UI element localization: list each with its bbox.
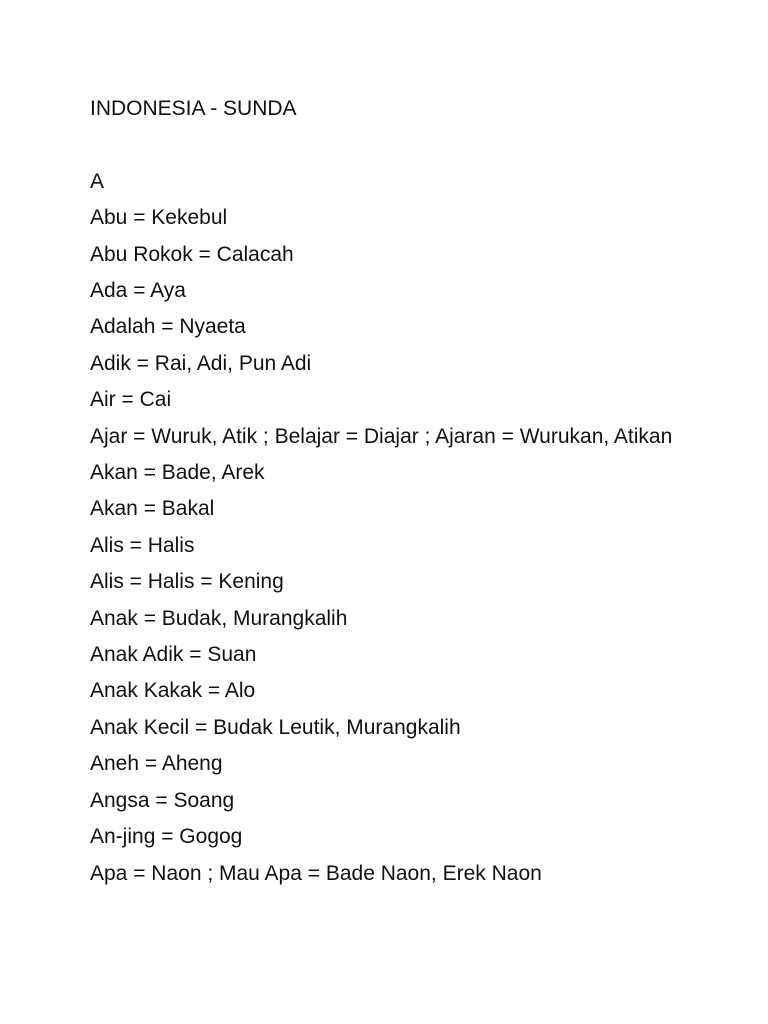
entry-anak-kakak: Anak Kakak = Alo: [90, 679, 256, 703]
entry-aneh: Aneh = Aheng: [90, 752, 223, 776]
blank-line: [90, 127, 730, 163]
entry-anjing: An-jing = Gogog: [90, 825, 243, 849]
entry-anak-kecil: Anak Kecil = Budak Leutik, Murangkalih: [90, 715, 461, 739]
entry-apa: Apa = Naon ; Mau Apa = Bade Naon, Erek Naon: [90, 861, 542, 885]
entry-ada: Ada = Aya: [90, 279, 186, 303]
entry-akan-1: Akan = Bade, Arek: [90, 461, 265, 485]
entry-abu-rokok: Abu Rokok = Calacah: [90, 242, 294, 266]
document-title: INDONESIA - SUNDA: [90, 97, 297, 120]
entry-alis-2: Alis = Halis = Kening: [90, 570, 284, 594]
entry-anak: Anak = Budak, Murangkalih: [90, 606, 348, 630]
entry-angsa: Angsa = Soang: [90, 788, 235, 812]
dictionary-content: [90, 91, 730, 892]
entry-air: Air = Cai: [90, 388, 172, 412]
entry-adik: Adik = Rai, Adi, Pun Adi: [90, 351, 312, 375]
entry-alis-1: Alis = Halis: [90, 533, 195, 557]
entry-akan-2: Akan = Bakal: [90, 497, 215, 521]
entry-abu: Abu = Kekebul: [90, 206, 228, 230]
entry-ajar: Ajar = Wuruk, Atik ; Belajar = Diajar ; Ajaran = Wurukan, Atikan: [90, 424, 673, 448]
entry-anak-adik: Anak Adik = Suan: [90, 643, 257, 667]
section-letter: A: [90, 169, 105, 193]
entry-adalah: Adalah = Nyaeta: [90, 315, 246, 339]
